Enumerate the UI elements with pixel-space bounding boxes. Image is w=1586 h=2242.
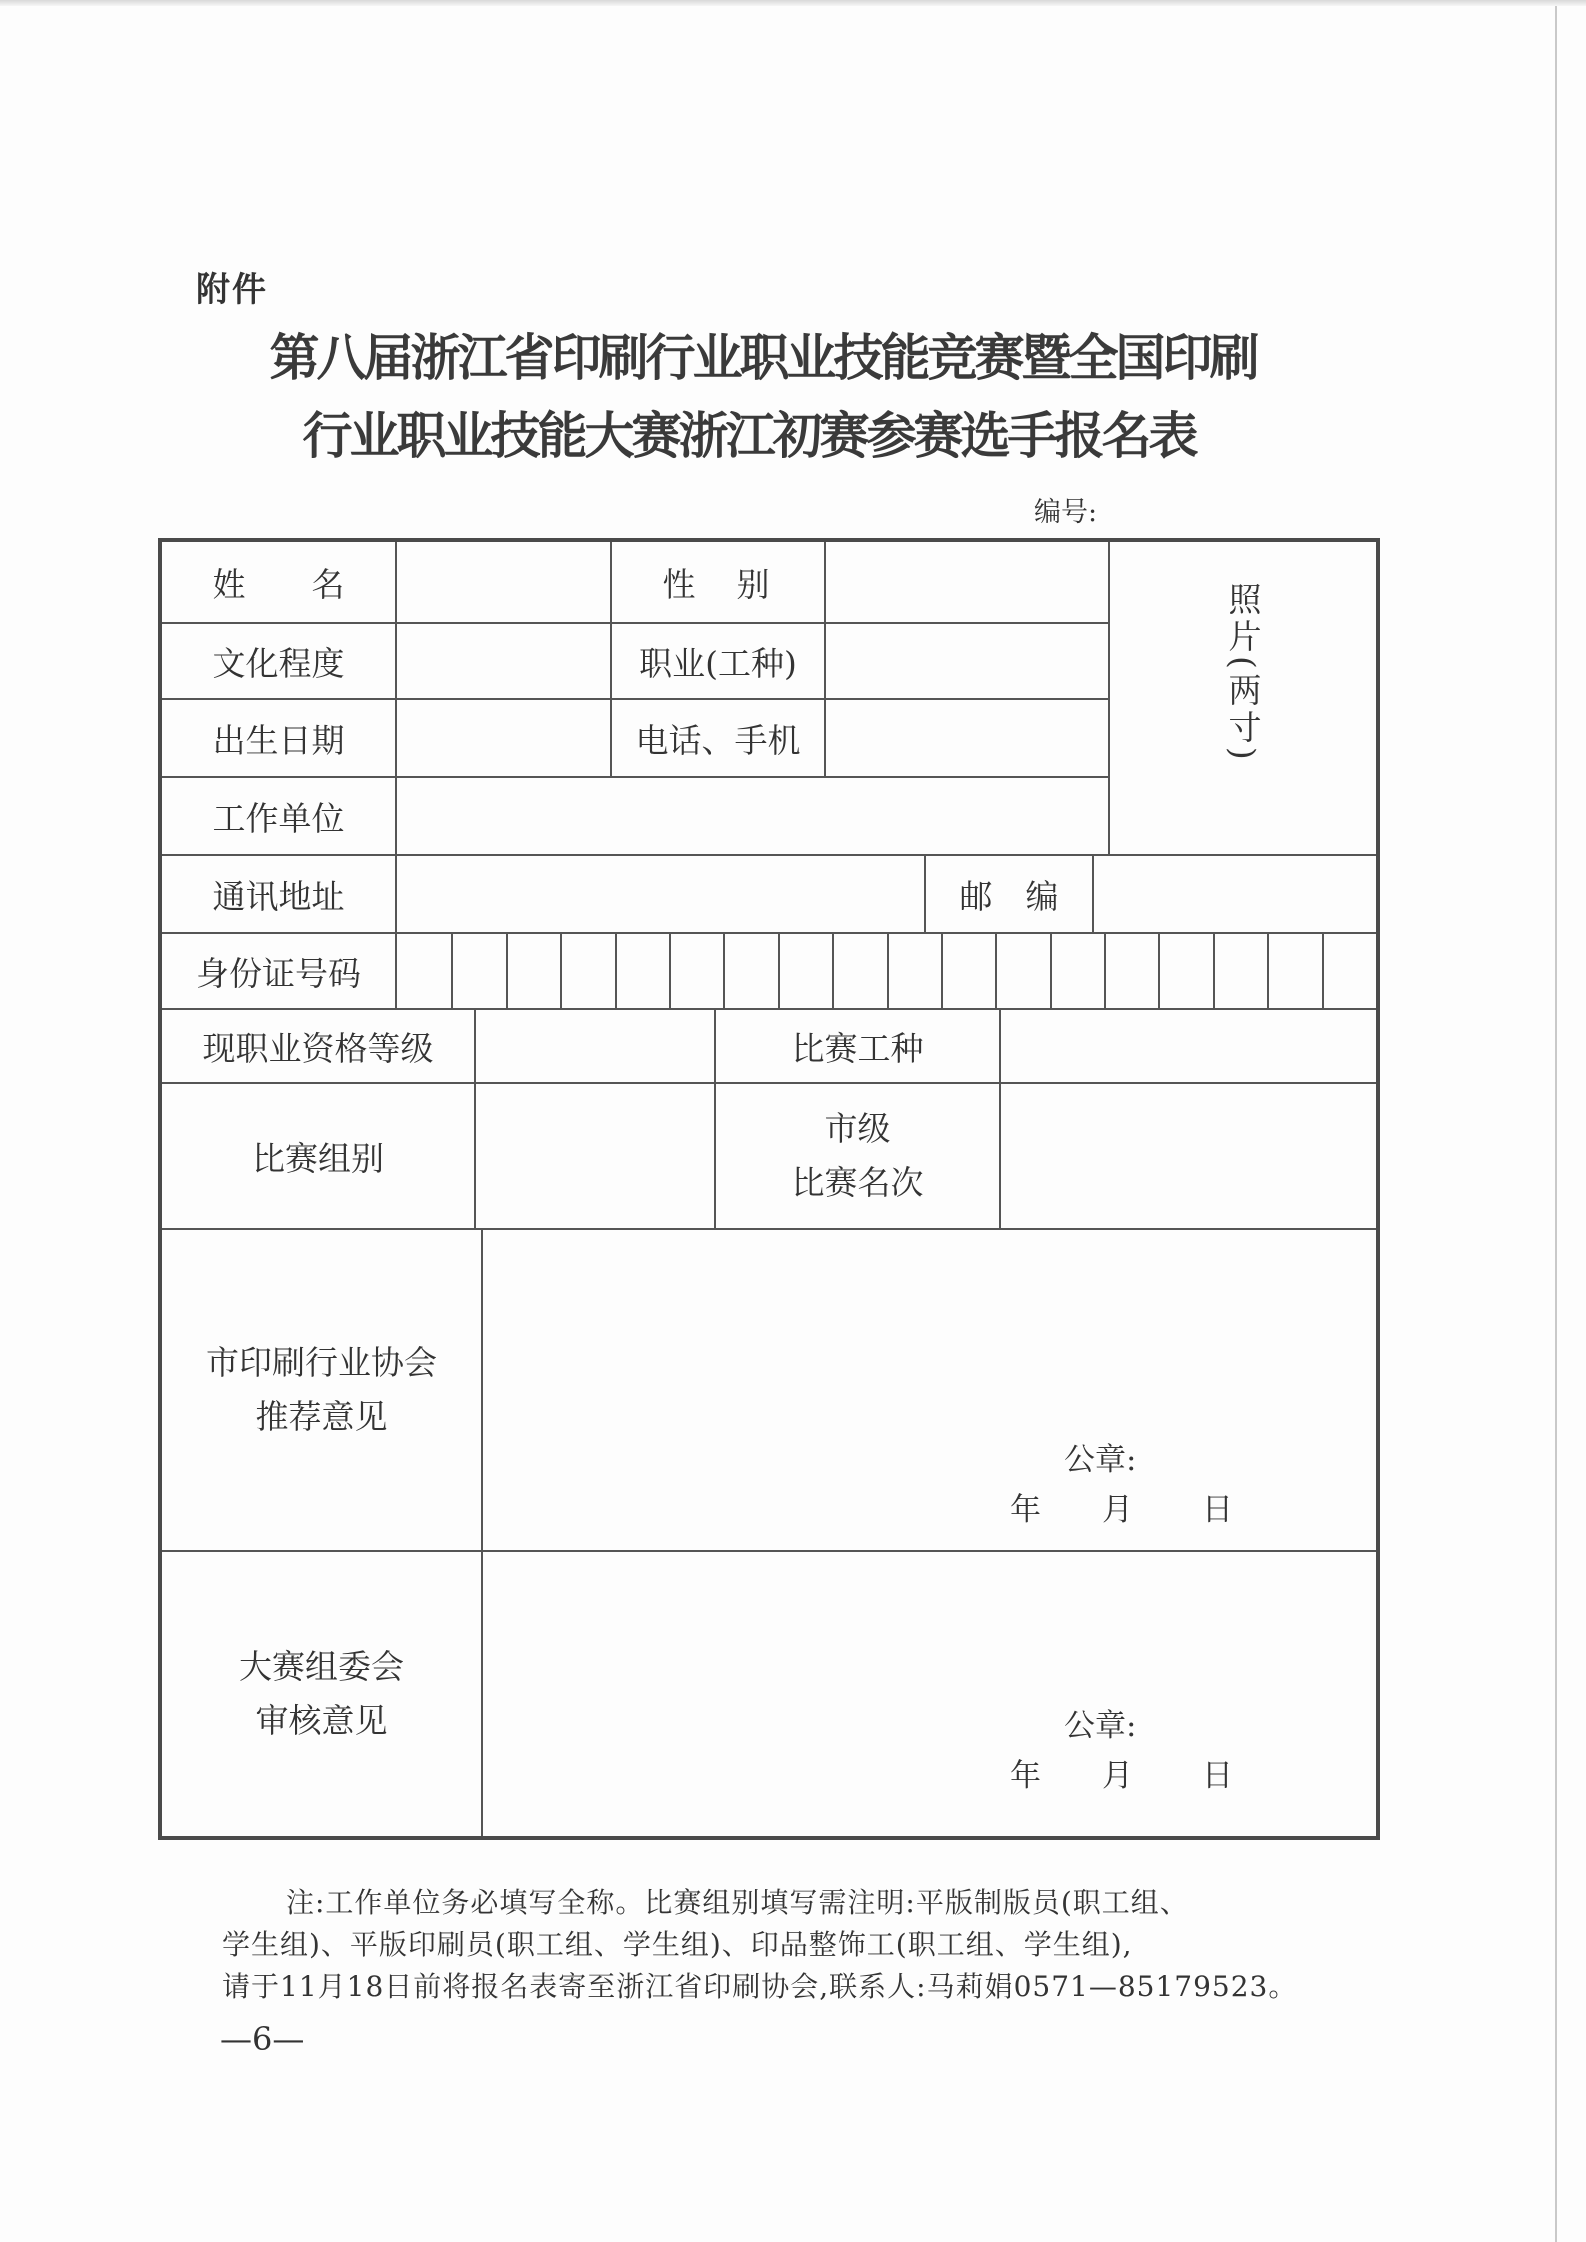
id-number-digit-box[interactable]: [1158, 934, 1212, 1008]
committee-seal-label: 公章:: [1064, 1708, 1137, 1744]
id-number-digit-box[interactable]: [1213, 934, 1267, 1008]
label-birth-date: 出生日期: [212, 720, 345, 760]
id-number-digit-box[interactable]: [941, 934, 995, 1008]
field-city-rank[interactable]: [1001, 1084, 1376, 1228]
label-gender: 性 别: [662, 564, 774, 604]
association-seal-label: 公章:: [1064, 1442, 1137, 1478]
committee-date-day: 日: [1202, 1758, 1233, 1794]
field-qualification-level[interactable]: [476, 1010, 714, 1082]
id-number-digit-box[interactable]: [995, 934, 1049, 1008]
id-number-digit-box[interactable]: [887, 934, 941, 1008]
scan-shadow-top: [0, 0, 1586, 6]
field-gender[interactable]: [826, 542, 1108, 622]
id-number-digit-box[interactable]: [1322, 934, 1376, 1008]
field-competition-group[interactable]: [476, 1084, 714, 1228]
label-name: 姓 名: [212, 564, 345, 604]
label-address: 通讯地址: [212, 876, 345, 916]
id-number-digit-box[interactable]: [832, 934, 886, 1008]
label-occupation: 职业(工种): [639, 643, 797, 683]
id-number-digit-box[interactable]: [723, 934, 777, 1008]
label-committee-opinion: 大赛组委会 审核意见: [239, 1647, 404, 1740]
serial-number-label: 编号:: [1034, 497, 1098, 528]
field-occupation[interactable]: [826, 624, 1108, 698]
id-number-digit-box[interactable]: [1050, 934, 1104, 1008]
label-education: 文化程度: [212, 643, 345, 683]
photo-box[interactable]: 照片(两寸): [1223, 582, 1263, 764]
association-date-month: 月: [1102, 1492, 1133, 1528]
association-date-day: 日: [1202, 1492, 1233, 1528]
id-number-digit-box[interactable]: [669, 934, 723, 1008]
form-title-line-2: 行业职业技能大赛浙江初赛参赛选手报名表: [302, 407, 1196, 465]
field-address[interactable]: [397, 856, 924, 932]
id-number-digit-box[interactable]: [615, 934, 669, 1008]
page-number: —6—: [220, 2020, 305, 2058]
id-number-digit-box[interactable]: [506, 934, 560, 1008]
label-employer: 工作单位: [212, 798, 345, 838]
label-phone: 电话、手机: [635, 720, 801, 760]
id-number-digit-box[interactable]: [560, 934, 614, 1008]
id-number-digit-box[interactable]: [397, 934, 451, 1008]
committee-date-year: 年: [1010, 1758, 1041, 1794]
id-number-digit-box[interactable]: [1104, 934, 1158, 1008]
field-postcode[interactable]: [1094, 856, 1376, 932]
id-number-digit-box[interactable]: [778, 934, 832, 1008]
id-number-digit-box[interactable]: [451, 934, 505, 1008]
form-title-line-1: 第八届浙江省印刷行业职业技能竞赛暨全国印刷: [269, 329, 1257, 387]
field-phone[interactable]: [826, 700, 1108, 776]
association-date-year: 年: [1010, 1492, 1041, 1528]
label-qualification-level: 现职业资格等级: [202, 1028, 434, 1068]
id-number-digit-box[interactable]: [1267, 934, 1321, 1008]
form-note: [222, 1882, 1372, 2008]
field-education[interactable]: [397, 624, 610, 698]
field-birth-date[interactable]: [397, 700, 610, 776]
label-city-rank: 市级 比赛名次: [791, 1109, 924, 1202]
label-competition-trade: 比赛工种: [791, 1028, 924, 1068]
registration-form-table: [158, 538, 1380, 1840]
label-association-opinion: 市印刷行业协会 推荐意见: [206, 1343, 437, 1436]
note-line-1: 注:工作单位务必填写全称。比赛组别填写需注明:平版制版员(职工组、: [286, 1886, 1189, 1919]
attachment-label: 附件: [196, 270, 268, 310]
note-line-2: 学生组)、平版印刷员(职工组、学生组)、印品整饰工(职工组、学生组),: [222, 1928, 1133, 1961]
field-association-opinion[interactable]: [483, 1230, 1376, 1550]
field-committee-opinion[interactable]: [483, 1552, 1376, 1836]
field-name[interactable]: [397, 542, 610, 622]
label-id-number: 身份证号码: [196, 953, 361, 993]
field-employer[interactable]: [397, 778, 1108, 854]
note-line-3: 请于11月18日前将报名表寄至浙江省印刷协会,联系人:马莉娟0571—85179523。: [222, 1970, 1298, 2003]
label-competition-group: 比赛组别: [252, 1138, 384, 1178]
committee-date-month: 月: [1102, 1758, 1133, 1794]
field-competition-trade[interactable]: [1001, 1010, 1376, 1082]
label-postcode: 邮 编: [959, 876, 1059, 916]
